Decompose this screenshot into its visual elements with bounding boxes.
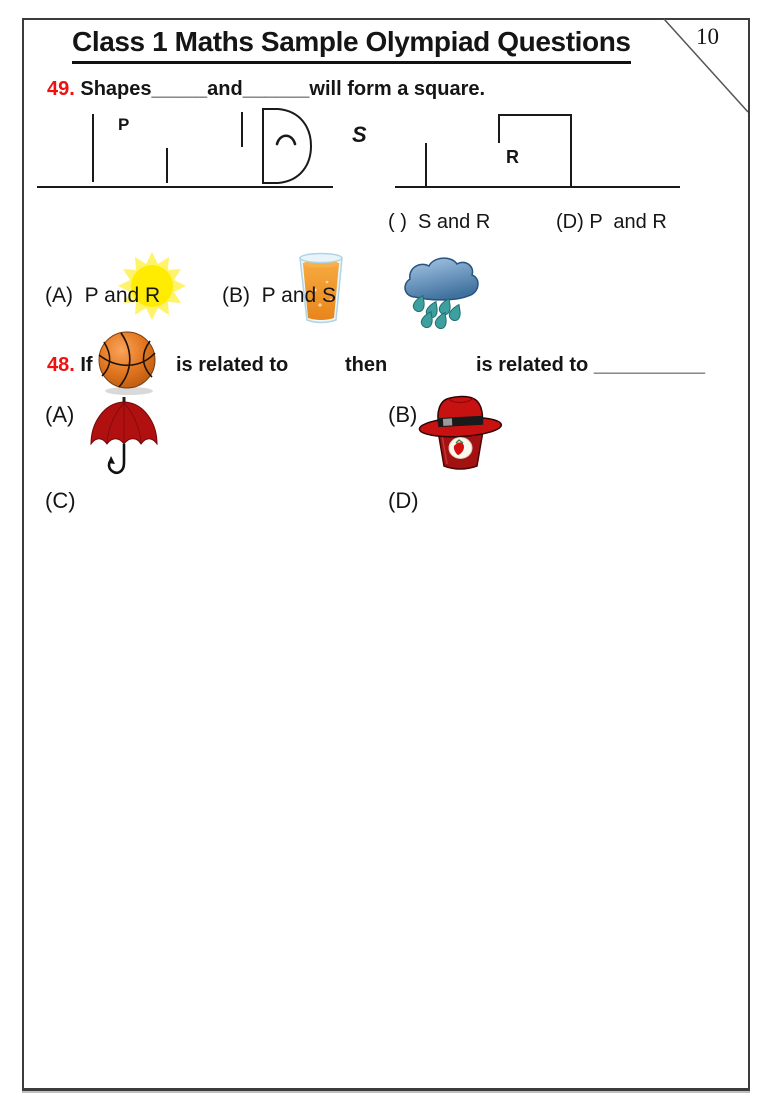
q49-option-a-label: (A) xyxy=(45,284,73,307)
rain-cloud-icon xyxy=(405,258,478,330)
q48-option-d-label[interactable]: (D) xyxy=(388,488,419,513)
question-49-number: 49. xyxy=(47,78,75,100)
basketball-icon xyxy=(99,332,155,395)
shape-figure-left xyxy=(37,109,333,187)
q49-option-d-label: (D) xyxy=(556,211,584,233)
q49-option-d[interactable] xyxy=(556,211,667,234)
q48-option-b-label[interactable]: (B) xyxy=(388,402,418,427)
q49-option-b[interactable] xyxy=(222,284,336,308)
question-49-text: Shapes_____and______will form a square. xyxy=(80,78,486,100)
q48-option-c-label[interactable]: (C) xyxy=(45,488,76,513)
q49-option-a[interactable] xyxy=(45,284,160,308)
page-title: Class 1 Maths Sample Olympiad Questions xyxy=(72,26,631,64)
shape-label-s: S xyxy=(352,122,367,147)
question-48-then: then xyxy=(345,354,388,376)
shape-figure-right xyxy=(395,115,680,187)
question-48-if: If xyxy=(80,354,93,376)
shape-label-r: R xyxy=(506,147,519,167)
question-49 xyxy=(47,78,485,101)
hat-on-cup-icon xyxy=(418,394,502,469)
q48-option-a-label[interactable]: (A) xyxy=(45,402,75,427)
q49-option-b-text: P and S xyxy=(261,284,337,307)
q49-option-b-label: (B) xyxy=(222,284,250,307)
q49-option-a-text: P and R xyxy=(84,284,161,307)
q49-option-c-label: ( ) xyxy=(388,211,407,233)
q49-option-c-text: S and R xyxy=(418,211,491,233)
umbrella-icon xyxy=(91,397,157,473)
question-48 xyxy=(47,354,93,377)
q49-option-d-text: P and R xyxy=(589,211,667,233)
shape-label-p: P xyxy=(118,115,130,134)
q49-option-c[interactable] xyxy=(388,211,490,234)
question-48-related-1: is related to xyxy=(176,354,289,376)
question-48-number: 48. xyxy=(47,354,75,376)
page-number: 10 xyxy=(696,24,719,49)
question-48-related-2: is related to __________ xyxy=(476,354,706,376)
